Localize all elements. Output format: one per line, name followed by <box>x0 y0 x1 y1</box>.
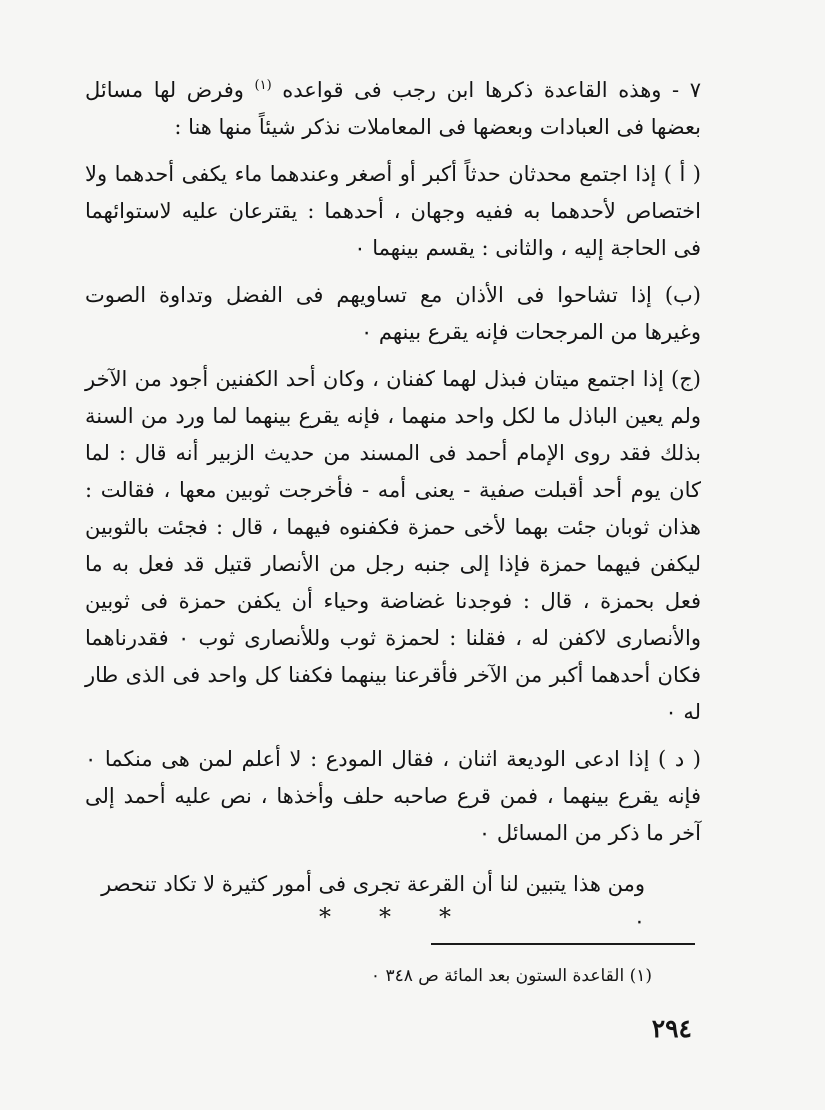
paragraph-d: ( د ) إذا ادعى الوديعة اثنان ، فقال المودع : لا أعلم لمن هى منكما ٠ فإنه يقرع بينهما ، فمن قرع صاحبه حلف وأخذها ، نص عليه أحمد إلى آخر ما ذكر من المسائل ٠ <box>85 747 701 845</box>
footnote-divider <box>431 943 695 945</box>
separator-star: * <box>379 903 391 931</box>
page-number: ٢٩٤ <box>651 1014 692 1043</box>
paragraph-b: (ب) إذا تشاحوا فى الأذان مع تساويهم فى الفضل وتداوة الصوت وغيرها من المرجحات فإنه يقرع بينهم ٠ <box>85 283 701 344</box>
conclusion-paragraph: ومن هذا يتبين لنا أن القرعة تجرى فى أمور كثيرة لا تكاد تنحصر ٠ <box>101 872 645 933</box>
paragraph-7-intro: ٧ - وهذه القاعدة ذكرها ابن رجب فى قواعده <box>282 78 701 102</box>
section-separator <box>315 905 455 929</box>
paragraph-7-rest: وفرض لها مسائل بعضها فى العبادات وبعضها فى المعاملات نذكر شيئاً منها هنا : <box>85 78 701 139</box>
separator-star: * <box>319 903 331 931</box>
main-text <box>85 72 701 950</box>
footnote-reference: (١) <box>254 78 272 93</box>
paragraph-j: (ج) إذا اجتمع ميتان فبذل لهما كفنان ، وكان أحد الكفنين أجود من الآخر ولم يعين الباذل ما لكل واحد منهما ، فإنه يقرع بينهما لما ورد من السنة بذلك فقد روى الإمام أحمد فى المسند من حديث الزبير أنه قال : لما كان يوم أحد أقبلت صفية - يعنى أمه - فأخرجت ثوبين معها ، فقالت : هذان ثوبان جئت بهما لأخى حمزة فكفنوه فيهما ، قال : فجئت بالثوبين ليكفن فيهما حمزة فإذا إلى جنبه رجل من الأنصار قتيل قد فعل به ما فعل بحمزة ، قال : فوجدنا غضاضة وحياء أن يكفن حمزة فى ثوبين والأنصارى لاكفن له ، فقلنا : لحمزة ثوب وللأنصارى ثوب ٠ فقدرناهما فكان أحدهما أكبر من الآخر فأقرعنا بينهما فكفنا كل واحد فى الذى طار له ٠ <box>85 367 701 724</box>
separator-star: * <box>439 903 451 931</box>
footnote: (١) القاعدة الستون بعد المائة ص ٣٤٨ ٠ <box>370 966 652 986</box>
paragraph-a: ( أ ) إذا اجتمع محدثان حدثاً أكبر أو أصغر وعندهما ماء يكفى أحدهما ولا اختصاص لأحدهما به ففيه وجهان ، أحدهما : يقترعان عليه لاستوائهما فى الحاجة إليه ، والثانى : يقسم بينهما ٠ <box>85 162 701 260</box>
paragraph-7 <box>85 72 701 146</box>
